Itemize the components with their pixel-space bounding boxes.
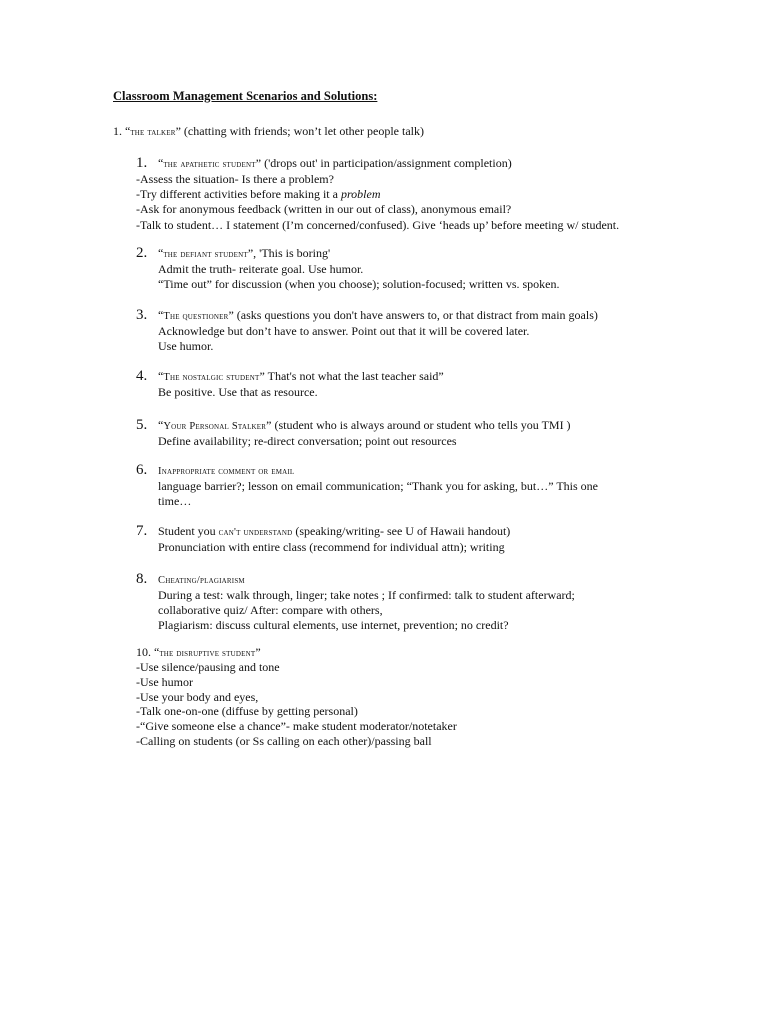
scenario-number: 1. (136, 155, 148, 171)
solution-line: Define availability; re-direct conversation; point out resources (158, 434, 457, 448)
scenario-number: 3. (136, 307, 148, 323)
scenario-number: 2. (136, 245, 148, 261)
solution-line: -Assess the situation- Is there a problem? (136, 172, 334, 186)
solution-line: Acknowledge but don’t have to answer. Point out that it will be covered later. (158, 324, 530, 338)
scenario-name: the talker (130, 127, 176, 138)
solution-line: language barrier?; lesson on email communication; “Thank you for asking, but…” This one (158, 479, 598, 493)
scenario-name: Cheating/plagiarism (158, 575, 245, 586)
solution-line: Plagiarism: discuss cultural elements, use internet, prevention; no credit? (158, 618, 509, 633)
solution-line: -Ask for anonymous feedback (written in our out of class), anonymous email? (136, 202, 512, 217)
scenario-heading: “Your Personal Stalker” (student who is always around or student who tells you TMI ) (158, 418, 571, 432)
scenario-number: 7. (136, 523, 148, 539)
scenario-heading: “the defiant student”, 'This is boring' (158, 246, 331, 260)
scenario-name: Your Personal Stalker (163, 421, 267, 432)
scenario-talker: 1. “the talker” (chatting with friends; won’t let other people talk) (113, 124, 424, 138)
scenario-name: The questioner (163, 311, 229, 322)
scenario-number: 8. (136, 571, 148, 587)
solution-line: -Use humor (136, 674, 193, 689)
scenario-name: The nostalgic student (163, 372, 260, 383)
solution-line: -“Give someone else a chance”- make student moderator/notetaker (136, 719, 457, 734)
solution-line: time… (158, 494, 192, 509)
scenario-heading: “The questioner” (asks questions you don't have answers to, or that distract from main goals) (158, 308, 598, 322)
scenario-number: 5. (136, 417, 148, 433)
scenario-name: the defiant student (163, 249, 248, 260)
scenario-name: Inappropriate comment or email (158, 466, 295, 477)
scenario-heading: “the apathetic student” ('drops out' in participation/assignment completion) (158, 156, 512, 170)
scenario-disruptive: 10. “the disruptive student” (136, 645, 261, 659)
solution-line: collaborative quiz/ After: compare with others, (158, 603, 383, 618)
emphasis-word: problem (340, 187, 381, 202)
scenario-name: the disruptive student (159, 648, 256, 659)
scenario-heading: Student you can't understand (speaking/writing- see U of Hawaii handout) (158, 524, 511, 538)
solution-line: During a test: walk through, linger; take notes ; If confirmed: talk to student afterward; (158, 588, 575, 602)
scenario-heading: “The nostalgic student” That's not what the last teacher said” (158, 369, 444, 383)
solution-line: -Use silence/pausing and tone (136, 660, 280, 674)
scenario-number: 6. (136, 462, 148, 478)
scenario-heading (158, 572, 245, 588)
solution-line: Pronunciation with entire class (recommend for individual attn); writing (158, 540, 505, 554)
scenario-number: 4. (136, 368, 148, 384)
solution-line: Admit the truth- reiterate goal. Use humor. (158, 262, 364, 276)
page-title: Classroom Management Scenarios and Solutions: (113, 89, 378, 103)
solution-line: -Try different activities before making it a problem (136, 187, 381, 202)
solution-line: -Talk to student… I statement (I’m concerned/confused). Give ‘heads up’ before meeting w/ student. (136, 217, 620, 232)
solution-line: -Talk one-on-one (diffuse by getting personal) (136, 704, 358, 719)
solution-line: Use humor. (158, 339, 214, 354)
scenario-heading (158, 463, 294, 479)
scenario-name: the apathetic student (163, 159, 256, 170)
solution-line: “Time out” for discussion (when you choose); solution-focused; written vs. spoken. (158, 277, 560, 292)
scenario-name: can't understand (218, 527, 293, 538)
solution-line: Be positive. Use that as resource. (158, 385, 318, 399)
solution-line: -Use your body and eyes, (136, 689, 259, 704)
solution-line: -Calling on students (or Ss calling on each other)/passing ball (136, 734, 432, 748)
